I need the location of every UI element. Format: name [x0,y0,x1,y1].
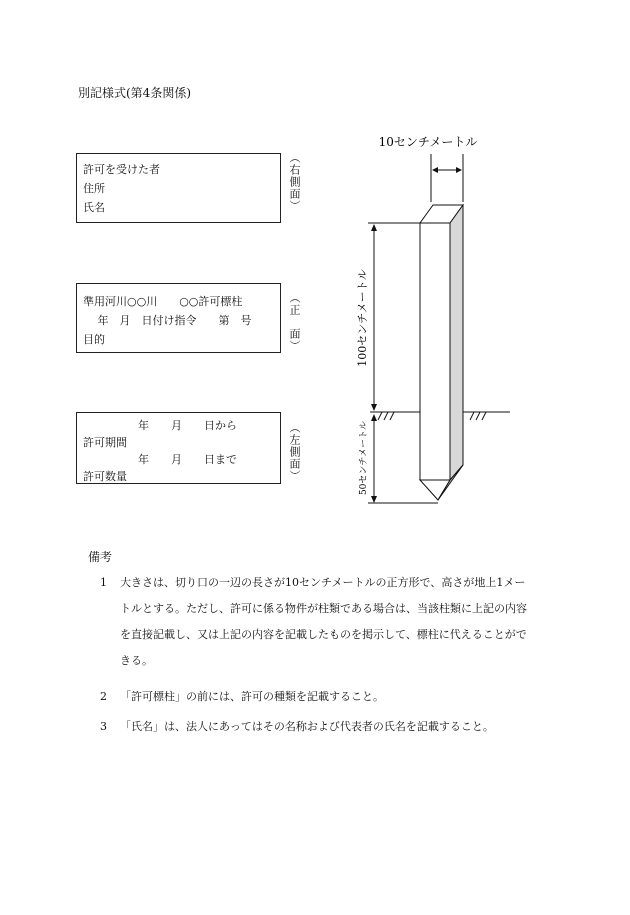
post-front [420,223,450,480]
height-label: 100センチメートル [356,269,369,367]
width-arrow-right [456,167,462,173]
width-arrow-left [432,167,438,173]
address-label: 住所 [83,182,105,195]
width-label: 10センチメートル [378,135,478,149]
right-side-panel [76,153,281,223]
height-arrow-top [371,224,377,231]
note-item-1 [100,570,555,674]
post-diagram [350,130,520,515]
permit-holder-label: 許可を受けた者 [83,163,160,176]
left-side-caption: （左側面） [288,422,301,482]
permit-quantity-label: 許可数量 [83,470,127,483]
depth-label: 50センチメートル [359,420,369,496]
permit-period-label: 許可期間 [83,436,127,449]
note-item-3 [100,714,555,740]
note-text: きる。 [120,654,153,667]
depth-arrow-bottom [371,496,377,503]
note-item-2 [100,684,555,710]
note-text: トルとする。ただし、許可に係る物件が柱類である場合は、当該柱類に上記の内容 [120,602,527,615]
notes-title: 備考 [88,550,113,564]
directive-date-line: 年 月 日付け指令 第 号 [83,314,252,327]
left-side-panel [76,412,281,484]
note-text: 「氏名」は、法人にあってはその名称および代表者の氏名を記載すること。 [120,720,494,733]
note-text: 大きさは、切り口の一辺の長さが10センチメートルの正方形で、高さが地上1メー [120,576,526,589]
note-number: 3 [100,720,107,733]
right-side-caption: （右側面） [288,152,301,212]
depth-arrow-top [371,414,377,421]
post-side [450,205,463,480]
front-caption: （正 面） [288,292,301,352]
note-text: を直接記載し、又は上記の内容を記載したものを掲示して、標柱に代えることがで [120,628,527,641]
period-from-line: 年 月 日から [83,419,237,432]
name-label: 氏名 [83,201,105,214]
note-number: 2 [100,690,107,703]
river-permit-title: 準用河川○○川 ○○許可標柱 [83,295,243,308]
form-heading: 別記様式(第4条関係) [78,86,191,100]
front-panel [76,283,281,353]
note-text: 「許可標柱」の前には、許可の種類を記載すること。 [120,690,384,703]
note-number: 1 [100,576,107,589]
purpose-label: 目的 [83,333,105,346]
height-arrow-bottom [371,404,377,411]
period-to-line: 年 月 日まで [83,453,237,466]
